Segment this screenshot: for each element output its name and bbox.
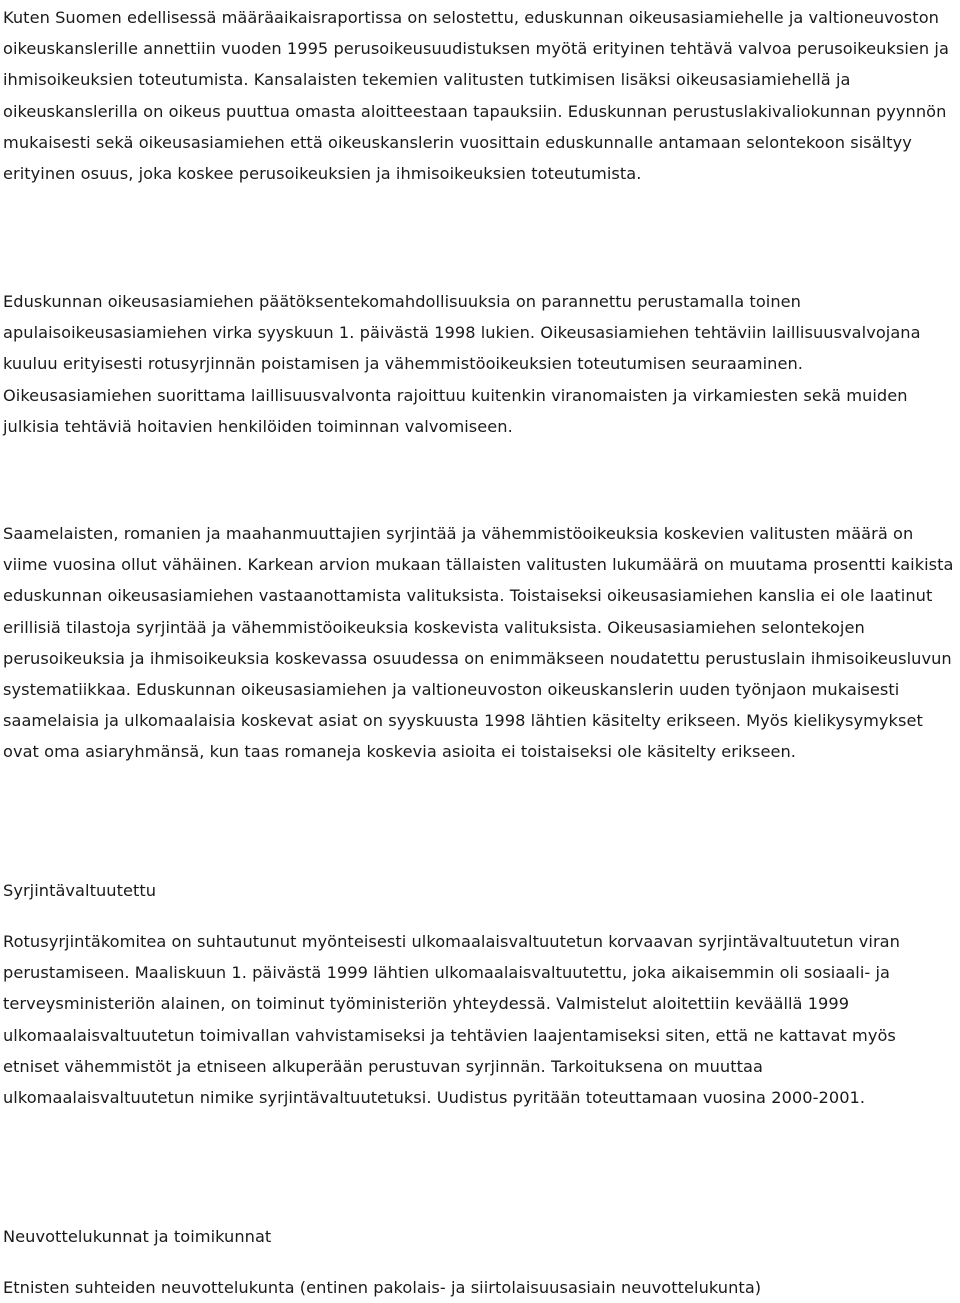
- paragraph-etnisten-suhteiden-neuvottelukunta: Etnisten suhteiden neuvottelukunta (entinen pakolais- ja siirtolaisuusasiain neuvottelukunta): [3, 1278, 762, 1297]
- paragraph-apulaisoikeusasiamies: Eduskunnan oikeusasiamiehen päätöksentekomahdollisuuksia on parannettu perustamalla toinen apulaisoikeusasiamiehen virka syyskuun 1. päivästä 1998 lukien. Oikeusasiamiehen tehtäviin laillisuusvalvojana kuuluu erityisesti rotusyrjinnän poistamisen ja vähemmistöoikeuksien toteutumisen seuraaminen. Oikeusasiamiehen suorittama laillisuusvalvonta rajoittuu kuitenkin viranomaisten ja virkamiesten sekä muiden julkisia tehtäviä hoitavien henkilöiden toiminnan valvomiseen.: [3, 292, 921, 436]
- paragraph-syrjintavaltuutettu: Rotusyrjintäkomitea on suhtautunut myönteisesti ulkomaalaisvaltuutetun korvaavan syrjintävaltuutetun viran perustamiseen. Maaliskuun 1. päivästä 1999 lähtien ulkomaalaisvaltuutettu, joka aikaisemmin oli sosiaali- ja terveysministeriön alainen, on toiminut työministeriön yhteydessä. Valmistelut aloitettiin keväällä 1999 ulkomaalaisvaltuutetun toimivallan vahvistamiseksi ja tehtävien laajentamiseksi siten, että ne kattavat myös etniset vähemmistöt ja etniseen alkuperään perustuvan syrjinnän. Tarkoituksena on muuttaa ulkomaalaisvaltuutetun nimike syrjintävaltuutetuksi. Uudistus pyritään toteuttamaan vuosina 2000-2001.: [3, 932, 900, 1108]
- paragraph-valitusten-maara: Saamelaisten, romanien ja maahanmuuttajien syrjintää ja vähemmistöoikeuksia koskevien valitusten määrä on viime vuosina ollut vähäinen. Karkean arvion mukaan tällaisten valitusten lukumäärä on muutama prosentti kaikista eduskunnan oikeusasiamiehen vastaanottamista valituksista. Toistaiseksi oikeusasiamiehen kanslia ei ole laatinut erillisiä tilastoja syrjintää ja vähemmistöoikeuksia koskevista valituksista. Oikeusasiamiehen selontekojen perusoikeuksia ja ihmisoikeuksia koskevassa osuudessa on enimmäkseen noudatettu perustuslain ihmisoikeusluvun systematiikkaa. Eduskunnan oikeusasiamiehen ja valtioneuvoston oikeuskanslerin uuden työnjaon mukaisesti saamelaisia ja ulkomaalaisia koskevat asiat on syyskuusta 1998 lähtien käsitelty erikseen. Myös kielikysymykset ovat oma asiaryhmänsä, kun taas romaneja koskevia asioita ei toistaiseksi ole käsitelty erikseen.: [3, 524, 954, 762]
- section-heading-neuvottelukunnat: Neuvottelukunnat ja toimikunnat: [3, 1227, 272, 1246]
- paragraph-oikeusasiamies-tehtava: Kuten Suomen edellisessä määräaikaisraportissa on selostettu, eduskunnan oikeusasiamiehelle ja valtioneuvoston oikeuskanslerille annettiin vuoden 1995 perusoikeusuudistuksen myötä erityinen tehtävä valvoa perusoikeuksien ja ihmisoikeuksien toteutumista. Kansalaisten tekemien valitusten tutkimisen lisäksi oikeusasiamiehellä ja oikeuskanslerilla on oikeus puuttua omasta aloitteestaan tapauksiin. Eduskunnan perustuslakivaliokunnan pyynnön mukaisesti sekä oikeusasiamiehen että oikeuskanslerin vuosittain eduskunnalle antamaan selontekoon sisältyy erityinen osuus, joka koskee perusoikeuksien ja ihmisoikeuksien toteutumista.: [3, 8, 949, 184]
- section-heading-syrjintavaltuutettu: Syrjintävaltuutettu: [3, 881, 157, 900]
